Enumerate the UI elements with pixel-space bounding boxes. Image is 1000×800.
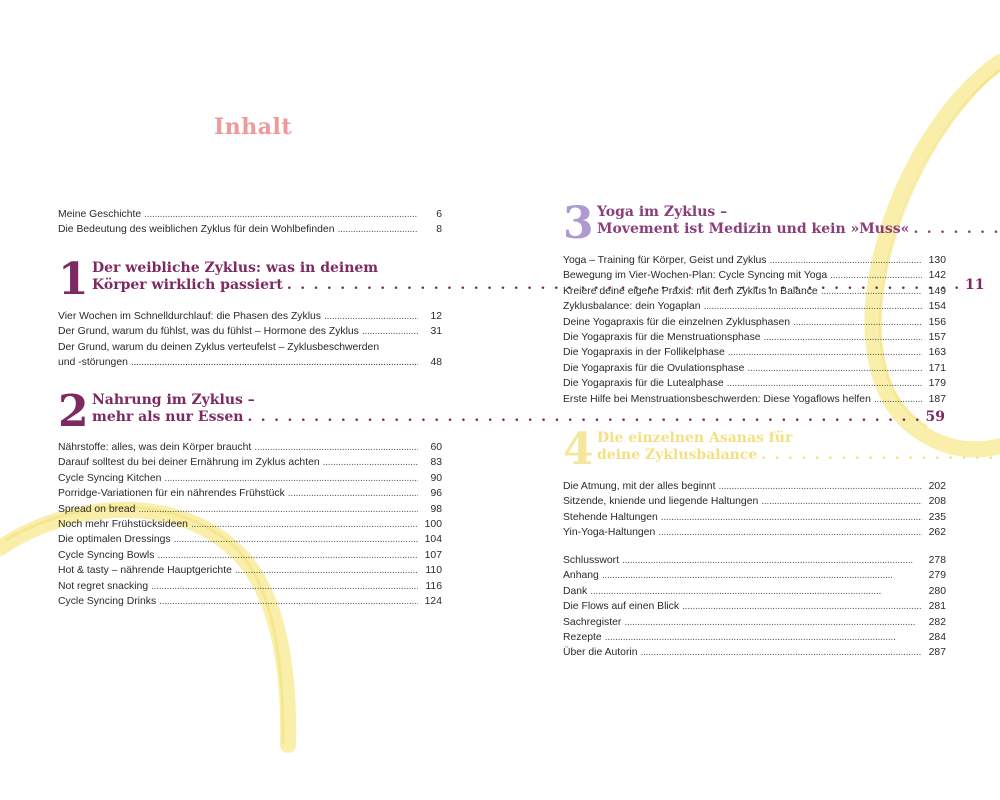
leader-dots [323,455,418,470]
toc-entry-title: Erste Hilfe bei Menstruationsbeschwerden: Diese Yogaflows helfen [563,393,871,405]
toc-entry-page: 48 [430,357,442,369]
leader-dots [159,594,418,609]
toc-entry[interactable] [58,548,442,563]
toc-entry[interactable] [563,299,946,314]
toc-entry-title: Die Flows auf einen Blick [563,601,680,613]
leader-dots [138,502,418,517]
chapter-title-line2: deine Zyklusbalance [597,447,758,463]
toc-entry-page: 6 [436,209,442,220]
toc-entry-title: Kreiere deine eigene Praxis: mit dem Zyklus in Balance [563,285,818,297]
leader-dots [770,253,923,268]
leader-dots [913,221,1000,238]
toc-entry-title: Der Grund, warum du deinen Zyklus verteufelst – Zyklusbeschwerden [58,341,380,353]
toc-entry-title: Cycle Syncing Bowls [58,549,155,561]
toc-entry-page: 130 [928,255,946,266]
toc-entry[interactable] [563,361,946,376]
toc-entry-page: 31 [430,326,442,338]
toc-entry[interactable] [58,594,442,609]
toc-entry[interactable] [58,207,442,222]
toc-entry-page: 98 [430,503,442,515]
toc-entry-page: 171 [928,362,946,374]
toc-entry[interactable] [58,563,442,578]
toc-appendix [563,553,946,661]
toc-entry-title: Über die Autorin [563,647,638,659]
toc-entry-title: Die Yogapraxis für die Ovulationsphase [563,362,745,374]
toc-entry-title: Bewegung im Vier-Wochen-Plan: Cycle Syncing mit Yoga [563,270,828,282]
toc-entry-page: 116 [425,580,442,592]
toc-entry-page: 235 [928,511,946,523]
chapter-title-line1: Yoga im Zyklus – [597,204,728,220]
toc-entry-page: 187 [928,393,946,405]
leader-dots [728,345,922,360]
chapter-title-line2: mehr als nur Essen [92,409,244,425]
toc-entry[interactable] [563,376,946,391]
chapter-number: 4 [563,424,594,475]
toc-entry-title: Porridge-Variationen für ein nährendes Frühstück [58,488,285,500]
leader-dots [605,630,922,645]
toc-entry[interactable] [563,553,946,568]
chapter-3-entries [563,253,946,407]
toc-entry[interactable] [58,324,442,339]
toc-entry-title: Der Grund, warum du fühlst, was du fühlst – Hormone des Zyklus [58,326,359,338]
toc-entry-page: 90 [430,472,442,484]
chapter-number: 2 [58,386,89,437]
toc-entry[interactable] [58,340,442,371]
toc-entry-page: 100 [424,518,442,530]
leader-dots [174,532,418,547]
toc-entry[interactable] [563,615,946,630]
toc-entry-page: 163 [928,347,946,359]
toc-entry-title: Stehende Haltungen [563,511,658,523]
leader-dots [641,645,922,660]
leader-dots [821,284,922,299]
toc-entry-page: 60 [430,442,442,453]
leader-dots [151,579,418,594]
toc-entry[interactable] [563,345,946,360]
leader-dots [191,517,418,532]
toc-entry-title: Zyklusbalance: dein Yogaplan [563,301,701,313]
toc-entry-page: 179 [928,378,946,390]
toc-entry[interactable] [563,525,946,540]
leader-dots [747,361,922,376]
toc-entry-title: Die optimalen Dressings [58,534,171,546]
toc-entry-page: 278 [928,555,946,566]
toc-entry-page: 202 [928,481,946,492]
toc-entry[interactable] [58,579,442,594]
toc-intro [58,207,442,238]
toc-entry[interactable] [58,455,442,470]
toc-entry[interactable] [58,440,442,455]
toc-entry-page: 279 [928,570,946,582]
toc-entry-page: 8 [436,224,442,236]
toc-entry-title: Not regret snacking [58,580,149,592]
chapter-title-line1: Der weibliche Zyklus: was in deinem [92,260,379,276]
leader-dots [235,563,418,578]
toc-entry-title: Noch mehr Frühstücksideen [58,518,188,530]
toc-entry-page: 282 [928,616,946,628]
toc-entry-title: Die Yogapraxis in der Follikelphase [563,347,725,359]
toc-entry[interactable] [563,645,946,660]
toc-entry-page: 83 [430,457,442,469]
toc-entry[interactable] [58,222,442,237]
toc-entry-title: Darauf solltest du bei deiner Ernährung im Zyklus achten [58,457,320,469]
leader-dots [288,486,418,501]
toc-entry-page: 287 [928,647,946,659]
leader-dots [793,315,922,330]
toc-entry-title: Die Yogapraxis für die Lutealphase [563,378,724,390]
toc-entry-page: 281 [928,601,946,613]
chapter-title-line2: Movement ist Medizin und kein »Muss« [597,221,910,237]
toc-entry-title: Yin-Yoga-Haltungen [563,527,656,539]
toc-entry[interactable] [58,532,442,547]
leader-dots [764,330,922,345]
toc-entry[interactable] [58,309,442,324]
leader-dots [157,548,418,563]
toc-entry-page: 107 [424,549,442,561]
chapter-1-entries [58,309,442,371]
toc-entry[interactable] [563,510,946,525]
leader-dots [761,447,1000,464]
toc-entry[interactable] [563,584,946,599]
toc-entry[interactable] [563,568,946,583]
toc-entry-title: Hot & tasty – nährende Hauptgerichte [58,565,232,577]
leader-dots [337,222,418,237]
chapter-page: 11 [964,277,985,293]
toc-entry[interactable] [58,486,442,501]
toc-entry[interactable] [563,494,946,509]
chapter-2-entries [58,440,442,609]
leader-dots [658,525,922,540]
chapter-4-heading[interactable] [563,424,946,475]
leader-dots [590,584,922,599]
toc-entry-title: Vier Wochen im Schnelldurchlauf: die Phasen des Zyklus [58,311,321,322]
leader-dots [602,568,922,583]
leader-dots [324,309,418,324]
leader-dots [661,510,922,525]
toc-entry[interactable] [563,284,946,299]
toc-entry-title-cont: und -störungen [58,357,128,369]
leader-dots [622,553,922,568]
toc-entry-title: Schlusswort [563,555,620,566]
toc-entry-page: 208 [928,496,946,508]
toc-entry-title: Cycle Syncing Drinks [58,595,157,607]
leader-dots [874,392,922,407]
chapter-title-line1: Nahrung im Zyklus – [92,392,255,408]
chapter-3-heading[interactable] [563,198,946,249]
toc-entry[interactable] [563,253,946,268]
toc-entry-page: 154 [928,301,946,313]
leader-dots [718,479,922,494]
toc-entry-page: 156 [928,316,946,328]
toc-entry-page: 12 [430,311,442,322]
toc-entry-page: 284 [928,631,946,643]
toc-entry-page: 104 [424,534,442,546]
toc-entry-title: Die Yogapraxis für die Menstruationsphase [563,331,761,343]
chapter-title-line2: Körper wirklich passiert [92,277,283,293]
toc-entry-page: 110 [425,565,442,577]
toc-entry-page: 149 [928,285,946,297]
leader-dots [254,440,418,455]
toc-entry-title: Rezepte [563,631,602,643]
chapter-number: 3 [563,198,594,249]
leader-dots [727,376,922,391]
leader-dots [830,268,922,283]
chapter-page: 59 [925,409,945,425]
toc-entry-page: 96 [430,488,442,500]
leader-dots [131,355,418,370]
toc-entry-title: Dank [563,585,588,597]
toc-entry[interactable] [58,502,442,517]
leader-dots [682,599,922,614]
toc-entry-page: 280 [928,585,946,597]
toc-entry[interactable] [563,330,946,345]
toc-entry-title: Deine Yogapraxis für die einzelnen Zyklusphasen [563,316,791,328]
chapter-title-line1: Die einzelnen Asanas für [597,430,793,446]
toc-entry-page: 157 [928,331,946,343]
leader-dots [761,494,922,509]
leader-dots [144,207,418,222]
toc-entry-title: Yoga – Training für Körper, Geist und Zyklus [563,255,767,266]
leader-dots [624,615,922,630]
toc-entry-title: Anhang [563,570,599,582]
toc-entry-title: Meine Geschichte [58,209,142,220]
leader-dots [362,324,418,339]
toc-entry[interactable] [563,392,946,407]
toc-entry[interactable] [563,630,946,645]
toc-entry-title: Cycle Syncing Kitchen [58,472,162,484]
toc-entry-page: 262 [928,527,946,539]
toc-entry-title: Spread on bread [58,503,136,515]
toc-entry[interactable] [563,599,946,614]
chapter-4-entries [563,479,946,541]
page-title: Inhalt [214,114,293,140]
toc-entry[interactable] [58,517,442,532]
toc-entry[interactable] [563,479,946,494]
toc-entry-page: 142 [928,270,946,282]
toc-entry-title: Sitzende, kniende und liegende Haltungen [563,496,759,508]
toc-entry-title: Die Atmung, mit der alles beginnt [563,481,716,492]
chapter-number: 1 [58,254,89,305]
toc-entry-page: 124 [424,595,442,607]
leader-dots [164,471,418,486]
toc-entry-title: Sachregister [563,616,622,628]
toc-entry[interactable] [563,268,946,283]
leader-dots [704,299,923,314]
toc-entry-title: Nährstoffe: alles, was dein Körper braucht [58,442,252,453]
toc-entry[interactable] [58,471,442,486]
toc-entry-title: Die Bedeutung des weiblichen Zyklus für dein Wohlbefinden [58,224,335,236]
toc-entry[interactable] [563,315,946,330]
